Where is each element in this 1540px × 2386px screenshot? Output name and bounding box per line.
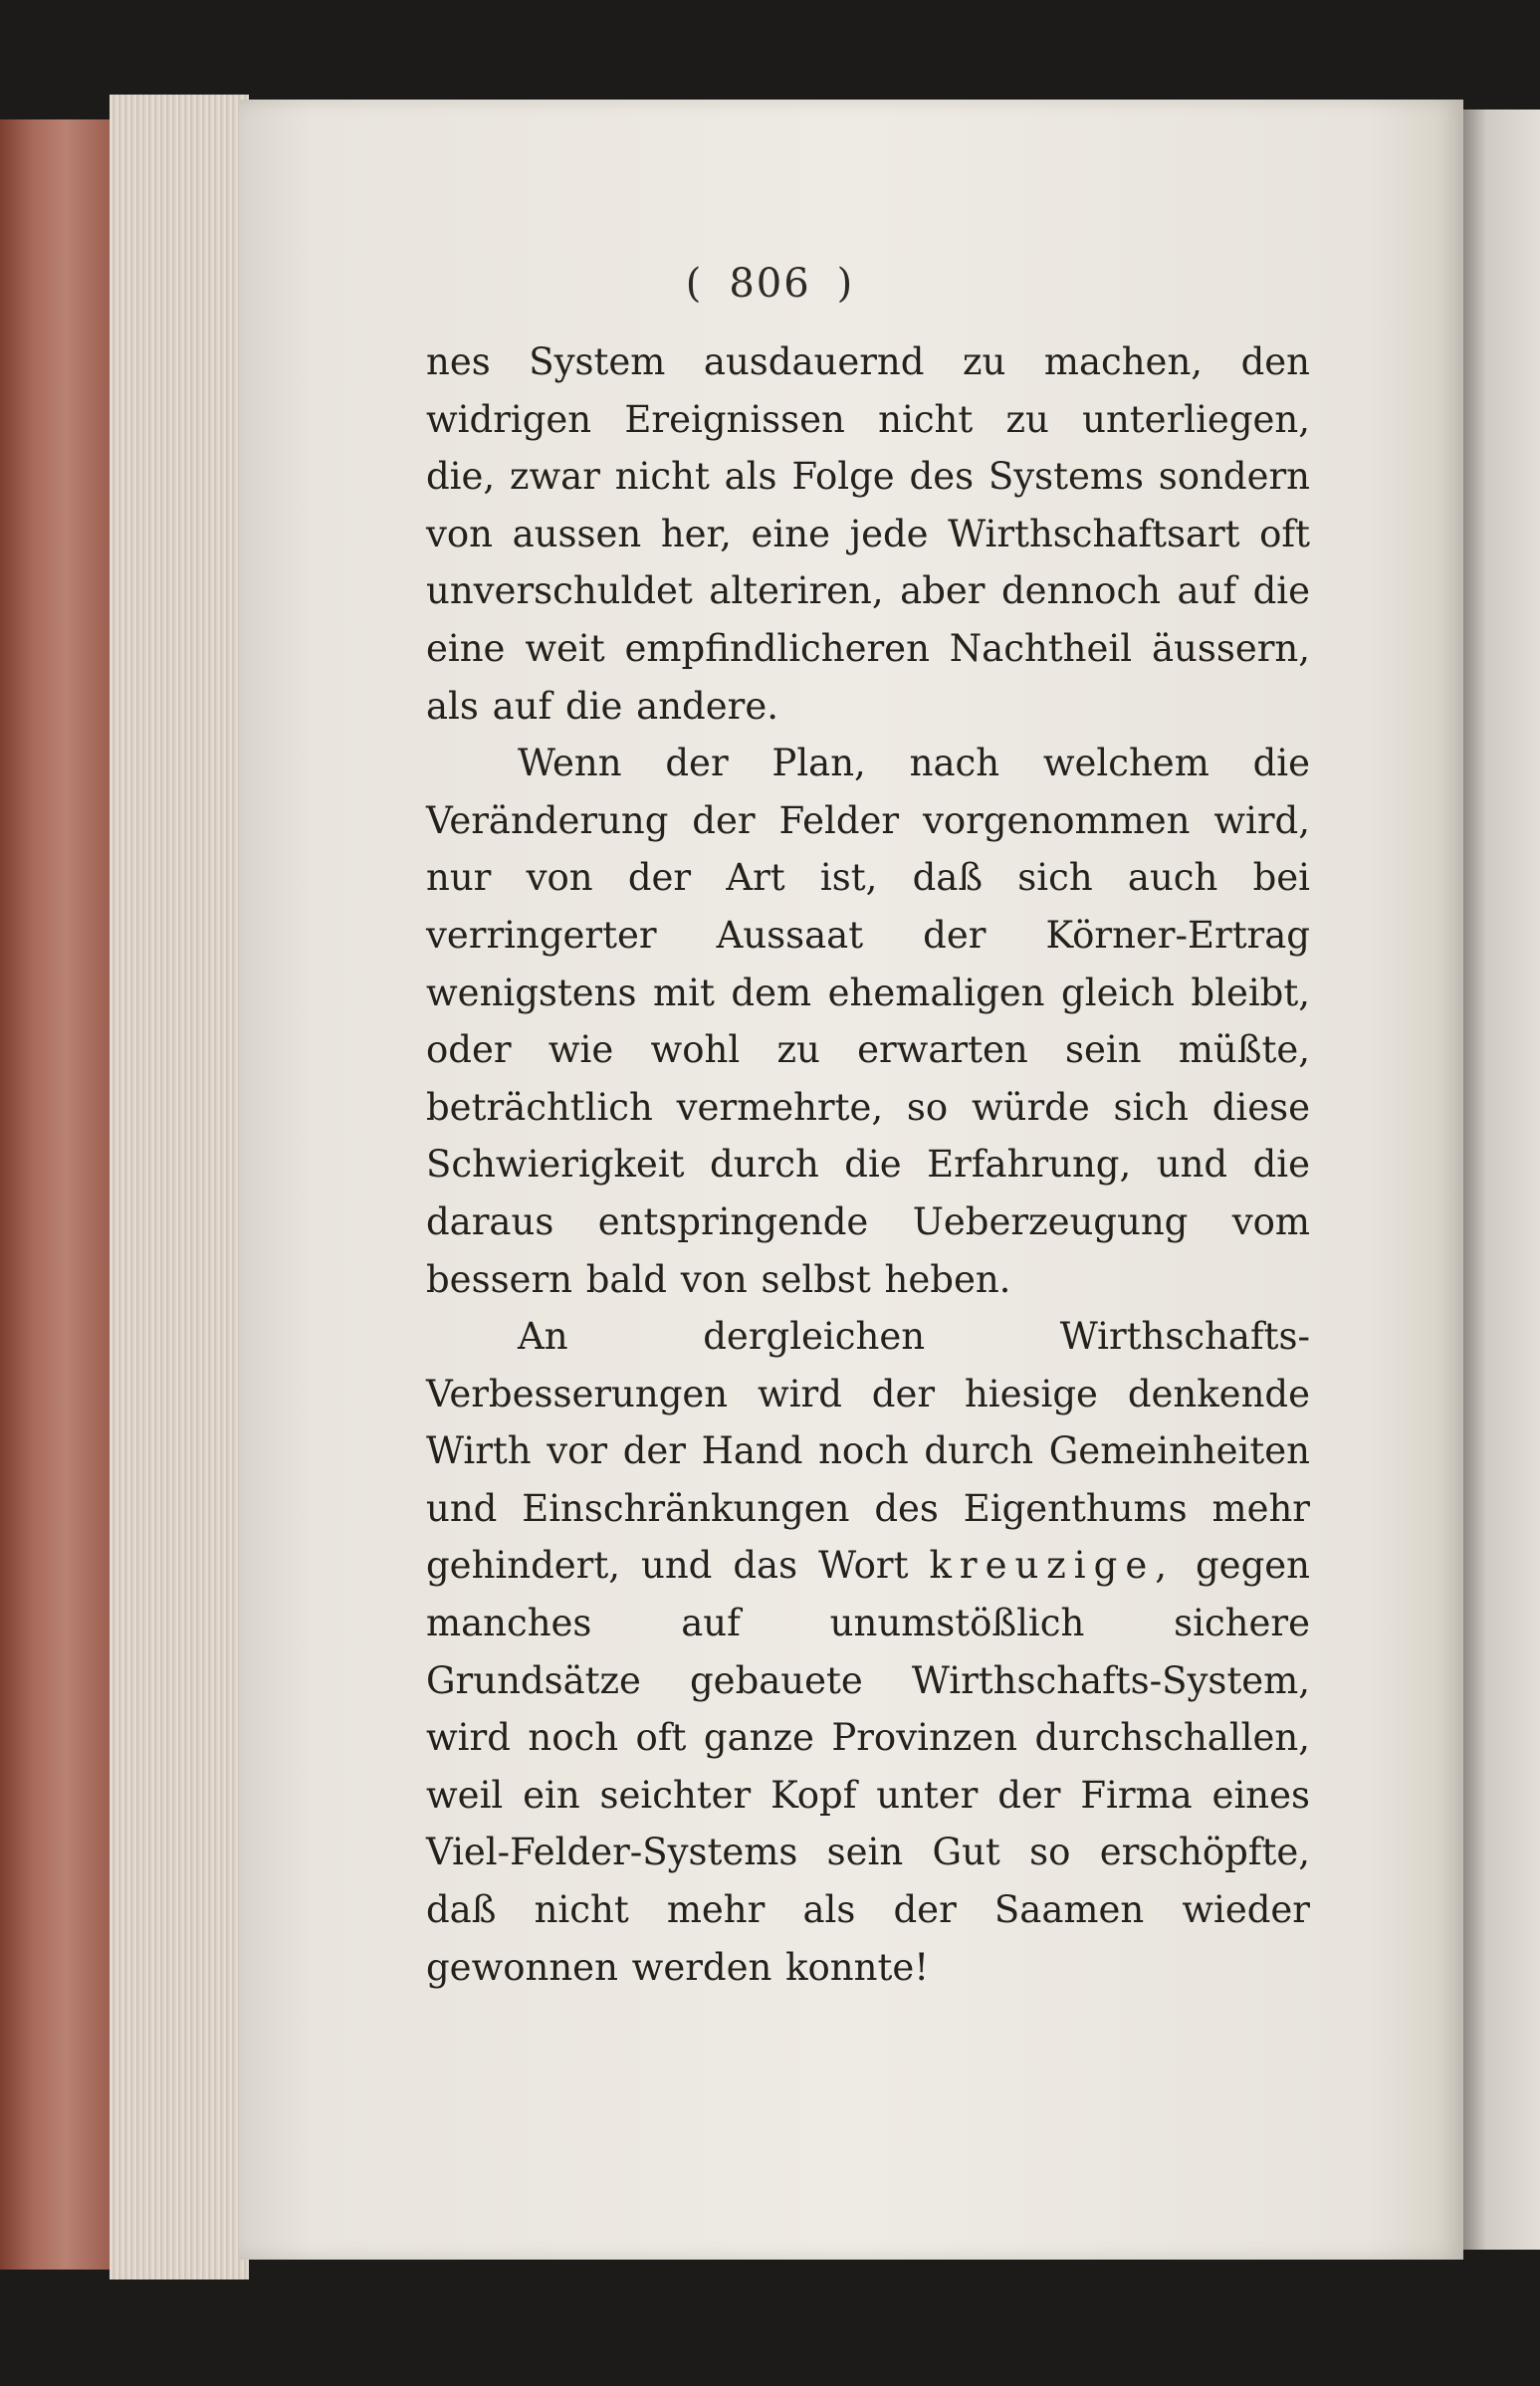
page-number-close: ) [836,261,855,307]
page-number-value: 806 [729,261,811,307]
emphasized-word: kreuzige, [929,1544,1175,1588]
paragraph-3 [426,1308,1310,1996]
page-number [0,261,1540,307]
paragraph-3-text-b: gegen manches auf unumstößlich sichere Grundsätze gebauete Wirthschafts-System, wird noch oft ganze Provinzen durchschallen, weil ein seichter Kopf unter der Firma eines Viel-Felder-Systems sein Gut so erschöpfte, daß nicht mehr als der Saamen wieder gewonnen werden konnte! [426,1544,1310,1989]
book-edge-red [0,119,110,2270]
paragraph-1-text: nes System ausdauernd zu machen, den widrigen Ereignissen nicht zu unterliegen, die, zwar nicht als Folge des Systems sondern von aussen her, eine jede Wirthschaftsart oft unverschuldet alteriren, aber dennoch auf die eine weit empfindlicheren Nachtheil äussern, als auf die andere. [426,340,1310,728]
body-text [426,333,1310,1996]
paragraph-2-text: Wenn der Plan, nach welchem die Veränderung der Felder vorgenommen wird, nur von der Art ist, daß sich auch bei verringerter Aussaat der Körner-Ertrag wenigstens mit dem ehemaligen gleich bleibt, oder wie wohl zu erwarten sein müßte, beträchtlich vermehrte, so würde sich diese Schwierigkeit durch die Erfahrung, und die daraus entspringende Ueberzeugung vom bessern bald von selbst heben. [426,742,1310,1301]
page-edges [110,95,249,2279]
paragraph-3-text-a: An dergleichen Wirthschafts-Verbesserungen wird der hiesige denkende Wirth vor der Hand noch durch Gemeinheiten und Einschränkungen des Eigenthums mehr gehindert, und das Wort [426,1315,1310,1588]
paragraph-2 [426,735,1310,1308]
facing-page-edge [1463,109,1540,2250]
paragraph-1 [426,333,1310,735]
page-number-open: ( [685,261,704,307]
